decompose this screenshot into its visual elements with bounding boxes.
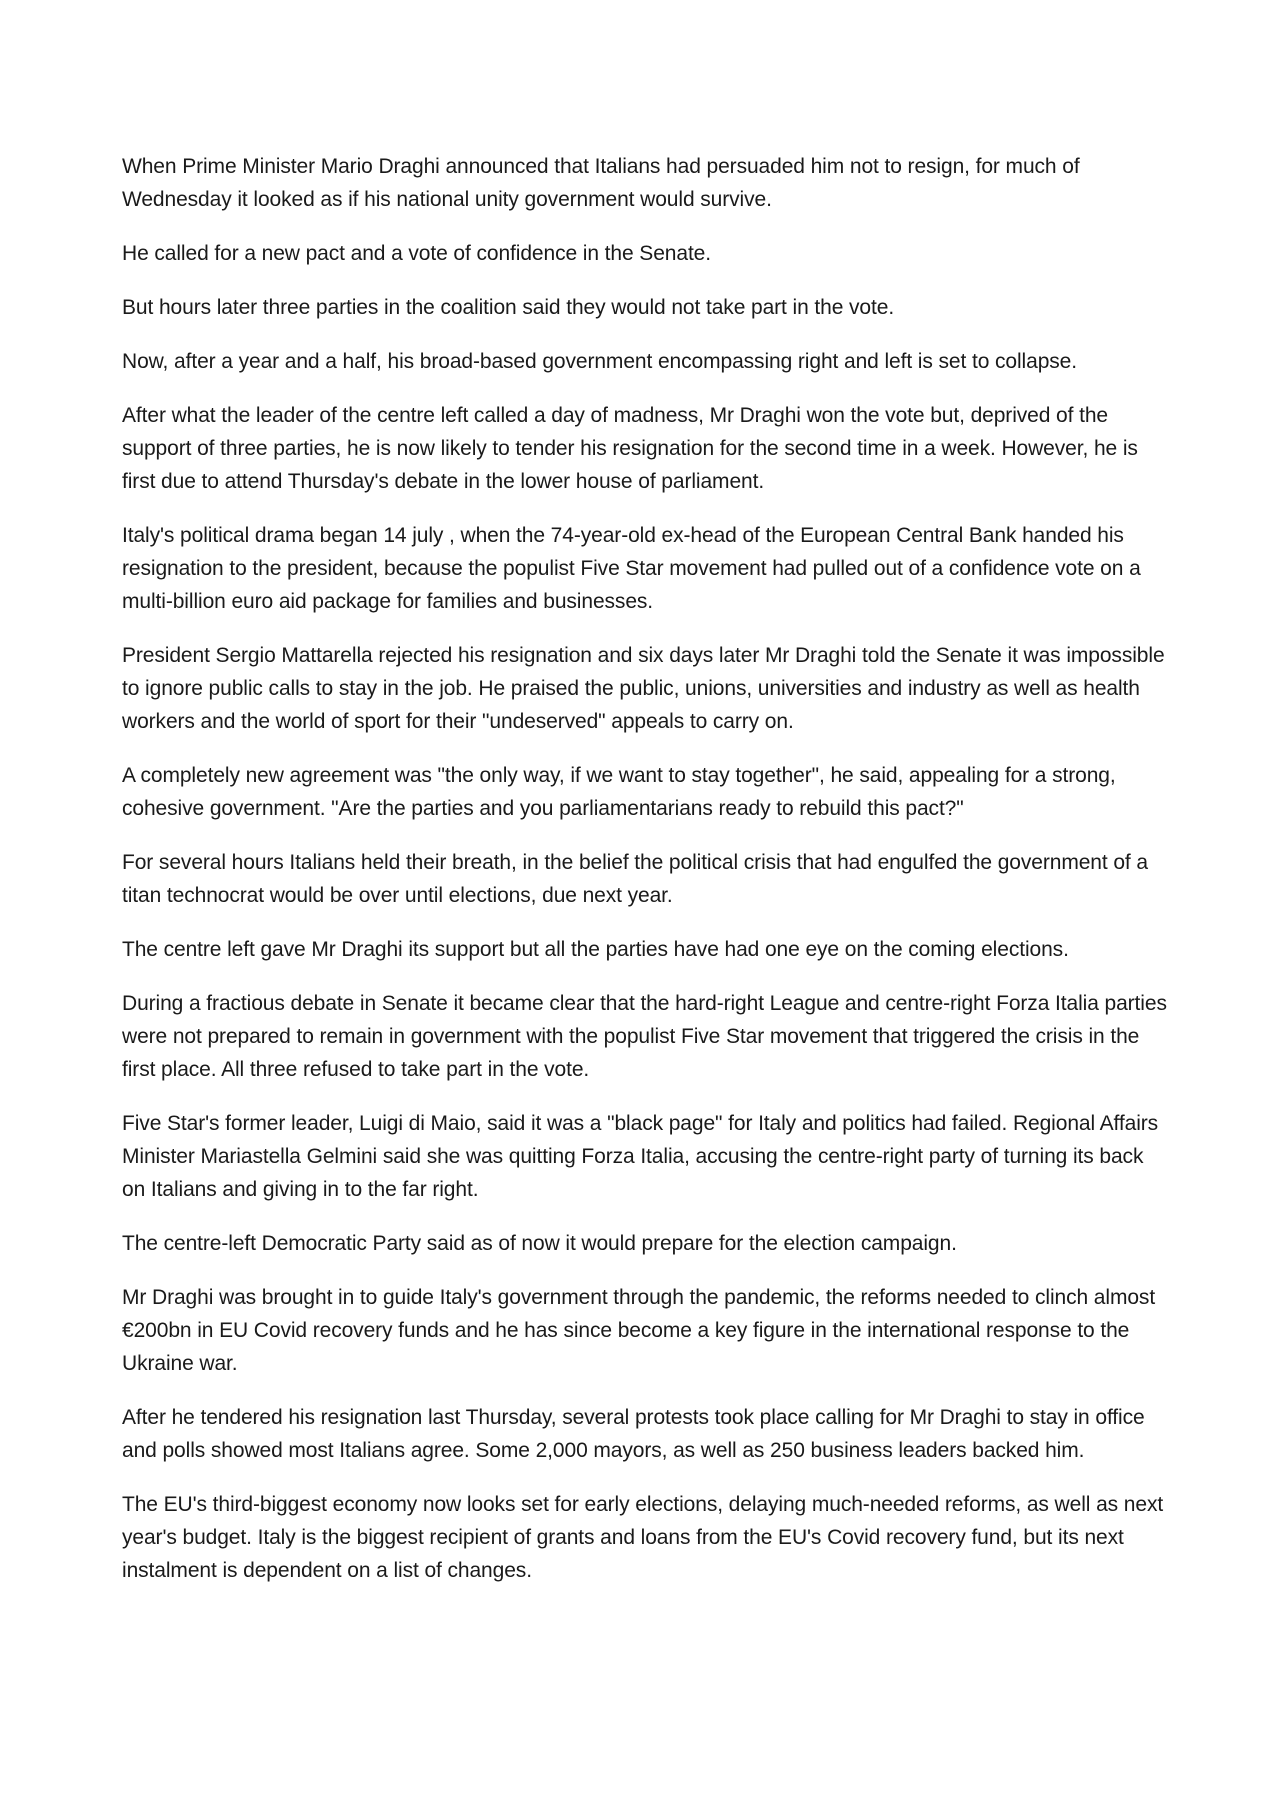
paragraph-5: After what the leader of the centre left called a day of madness, Mr Draghi won the vote but, deprived of the support of three parties, he is now likely to tender his resignation for the second time in a week. However, he is first due to attend Thursday's debate in the lower house of parliament. xyxy=(122,404,1138,493)
paragraph-13: The centre-left Democratic Party said as of now it would prepare for the election campaign. xyxy=(122,1232,957,1255)
paragraph-9: For several hours Italians held their breath, in the belief the political crisis that had engulfed the government of a titan technocrat would be over until elections, due next year. xyxy=(122,851,1148,907)
paragraph-6: Italy's political drama began 14 july , when the 74-year-old ex-head of the European Central Bank handed his resignation to the president, because the populist Five Star movement had pulled out of a confidence vote on a multi-billion euro aid package for families and businesses. xyxy=(122,524,1141,613)
paragraph-14: Mr Draghi was brought in to guide Italy's government through the pandemic, the reforms needed to clinch almost €200bn in EU Covid recovery funds and he has since become a key figure in the international response to the Ukraine war. xyxy=(122,1286,1156,1375)
paragraph-2: He called for a new pact and a vote of confidence in the Senate. xyxy=(122,242,711,265)
paragraph-8: A completely new agreement was "the only way, if we want to stay together", he said, appealing for a strong, cohesive government. "Are the parties and you parliamentarians ready to rebuild this pact?" xyxy=(122,764,1116,820)
paragraph-7: President Sergio Mattarella rejected his resignation and six days later Mr Draghi told the Senate it was impossible to ignore public calls to stay in the job. He praised the public, unions, universities and industry as well as health workers and the world of sport for their "undeserved" appeals to carry on. xyxy=(122,644,1165,733)
paragraph-4: Now, after a year and a half, his broad-based government encompassing right and left is set to collapse. xyxy=(122,350,1077,373)
paragraph-15: After he tendered his resignation last Thursday, several protests took place calling for Mr Draghi to stay in office and polls showed most Italians agree. Some 2,000 mayors, as well as 250 business leaders backed him. xyxy=(122,1406,1145,1462)
paragraph-3: But hours later three parties in the coalition said they would not take part in the vote. xyxy=(122,296,895,319)
paragraph-1: When Prime Minister Mario Draghi announced that Italians had persuaded him not to resign, for much of Wednesday it looked as if his national unity government would survive. xyxy=(122,155,1080,211)
paragraph-12: Five Star's former leader, Luigi di Maio, said it was a "black page" for Italy and politics had failed. Regional Affairs Minister Mariastella Gelmini said she was quitting Forza Italia, accusing the centre-right party of turning its back on Italians and giving in to the far right. xyxy=(122,1112,1159,1201)
paragraph-11: During a fractious debate in Senate it became clear that the hard-right League and centre-right Forza Italia parties were not prepared to remain in government with the populist Five Star movement that triggered the crisis in the first place. All three refused to take part in the vote. xyxy=(122,992,1167,1081)
article-body xyxy=(122,150,1172,1608)
paragraph-10: The centre left gave Mr Draghi its support but all the parties have had one eye on the coming elections. xyxy=(122,938,1069,961)
paragraph-16: The EU's third-biggest economy now looks set for early elections, delaying much-needed reforms, as well as next year's budget. Italy is the biggest recipient of grants and loans from the EU's Covid recovery fund, but its next instalment is dependent on a list of changes. xyxy=(122,1493,1164,1582)
